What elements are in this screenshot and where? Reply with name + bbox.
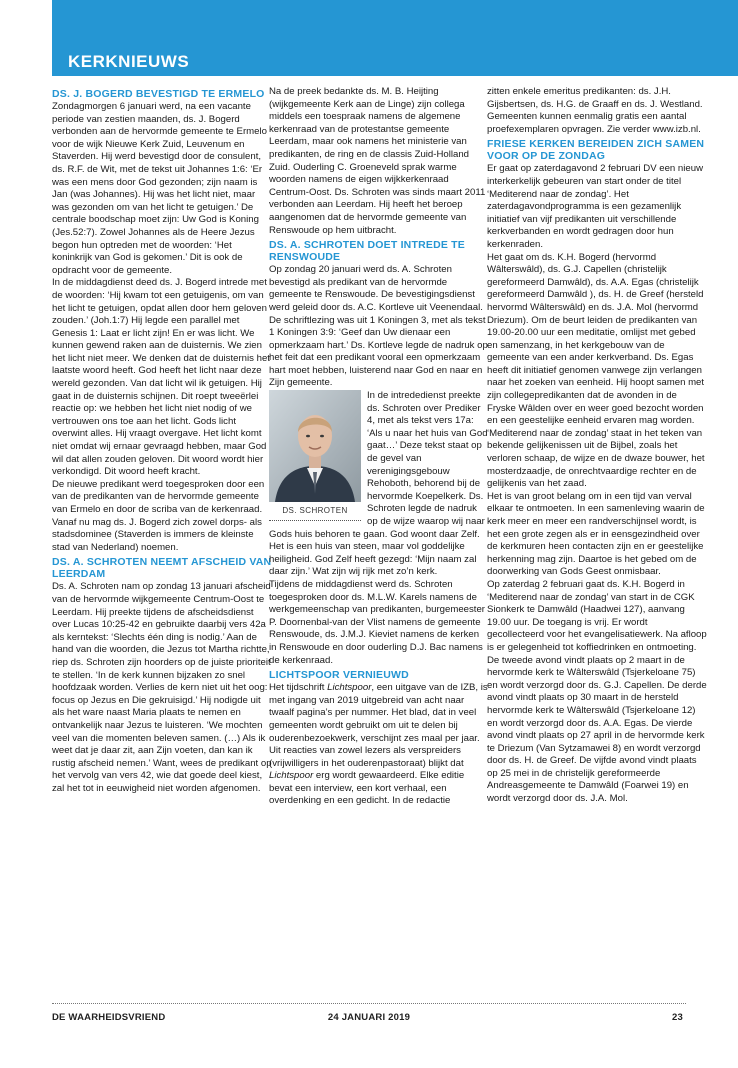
footer-page-number: 23 xyxy=(672,1012,683,1023)
article-paragraph: Er gaat op zaterdagavond 2 februari DV een nieuw interkerkelijk gebeuren van start onder de titel ‘Mediterend naar de zondag’. Het zaterdagavondprogramma is een gezamenlijk initiatief van vijf predikanten uit verschillende kerkverbanden en wordt gedragen door hun kerkenraden. xyxy=(487,163,703,250)
footer-publication: DE WAARHEIDSVRIEND xyxy=(52,1012,166,1023)
column-1 xyxy=(52,86,272,795)
article-paragraph: De nieuwe predikant werd toegesproken door een van de predikanten van de hervormde gemeente van Ermelo en door de scriba van de kerkenraad. xyxy=(52,478,265,515)
portrait-photo xyxy=(269,390,361,502)
article-paragraph: Ds. A. Schroten nam op zondag 13 januari afscheid van de hervormde wijkgemeente Centrum-Oost te Leerdam. Hij preekte tijdens de afscheidsdienst over Lucas 10:25-42 en gebruikte daarbij vers 42a als kerntekst: ‘Slechts één ding is nodig.’ Aan de hand van die woorden, die Jezus tot Martha richtte, riep ds. Schroten zijn hoorders op de juiste prioriteit te stellen. ‘In de kerk kunnen bijzaken zo snel hoofdzaak worden. Verlies de kern niet uit het oog: focus op Jezus en Die gekruisigd.’ Hij nodigde uit als het ware naast Maria plaats te nemen en ontvankelijk naar Jezus te luisteren. ‘We mochten veel van die momenten beleven samen. (…) Als ik weet dat je daar zit, aan Zijn voeten, dan kan ik rustig afscheid nemen.’ Want, wees de predikant op het vervolg van vers 42, wie dat goede deel kiest, zal het tot in eeuwigheid niet worden afgenomen. xyxy=(52,581,272,794)
portrait-figure xyxy=(269,390,361,521)
article-heading-afscheid: DS. A. SCHROTEN NEEMT AFSCHEID VAN LEERDAM xyxy=(52,556,272,581)
footer-divider xyxy=(52,1003,686,1004)
article-heading-friese-kerken: FRIESE KERKEN BEREIDEN ZICH SAMEN VOOR OP DE ZONDAG xyxy=(487,138,705,163)
text-run: erg wordt gewaardeerd. Elke editie bevat een interview, een kort verhaal, een overdenking en een gedicht. In de redactie xyxy=(269,770,465,807)
article-paragraph: zitten enkele emeritus predikanten: ds. J.H. Gijsbertsen, ds. H.G. de Graaff en ds. J. Westland. Gemeenten kunnen eenmalig gratis een aantal proefexemplaren opvragen. Zie verder www.izb.nl. xyxy=(487,86,703,135)
article-paragraph: Op zondag 20 januari werd ds. A. Schroten bevestigd als predikant van de hervormde gemeente te Renswoude. De bevestigingsdienst werd geleid door ds. A.C. Kortleve uit Veenendaal. De schriftlezing was uit 1 Koningen 3, met als tekst 1 Koningen 3:9: ‘Geef dan Uw dienaar een opmerkzaam hart.’ Ds. Kortleve legde de nadruk op het feit dat een predikant vooral een opmerkzaam hart moet hebben, luisterend naar God en naar en Zijn gemeente. xyxy=(269,264,488,389)
article-paragraph: Vanaf nu mag ds. J. Bogerd zich zowel dorps- als stadsdominee (Staverden is immers de kleinste stad van Nederland) noemen. xyxy=(52,516,262,553)
portrait-illustration xyxy=(269,390,361,502)
column-3 xyxy=(487,86,707,806)
footer-date: 24 JANUARI 2019 xyxy=(327,1012,411,1023)
magazine-title: Lichtspoor xyxy=(269,770,314,782)
article-heading-bogerd: DS. J. BOGERD BEVESTIGD TE ERMELO xyxy=(52,88,265,100)
article-paragraph: Het gaat om ds. K.H. Bogerd (hervormd Wâlterswâld), ds. G.J. Capellen (christelijk gereformeerd Damwâld), ds. A.A. Egas (christelijk gereformeerd Damwâld ), ds. H. de Greef (hersteld hervormd Wâlterswâld) en ds. J.A. Mol (hervormd Driezum). Om de beurt leiden de predikanten van 19.00-20.00 uur een meditatie, omlijst met gebed en samenzang, in het kerkgebouw van de gemeente van een ander kerkverband. Ds. Egas heeft dit initiatief genomen vanwege zijn verlangen naar het zoeken van eenheid. Hij hoopt samen met zijn collegepredikanten dat de avonden in de Fryske Wâlden over en weer goed bezocht worden en een geestelijke eenheid ervaren mag worden. ‘Mediterend naar de zondag’ staat in het teken van bekende gelijkenissen uit de Bijbel, zoals het verloren schaap, de wijze en de dwaze bouwer, het mosterdzaadje, de onrechtvaardige rechter en de gelijkenis van het zaad. xyxy=(487,251,705,490)
article-paragraph: Op zaterdag 2 februari gaat ds. K.H. Bogerd in ‘Mediterend naar de zondag’ van start in de CGK Sionkerk te Damwâld (Haadwei 127), aanvang 19.00 uur. De toegang is vrij. Er wordt gecollecteerd voor het evangelisatiewerk. Na afloop is er gelegenheid tot koffiedrinken en ontmoeting. De tweede avond vindt plaats op 2 maart in de hervormde kerk te Wâlterswâld (Tsjerkeloane 75) en wordt verzorgd door ds. G.J. Capellen. De derde avond vindt plaats op 30 maart in de hersteld hervormde kerk te Wâlterswâld (Tsjerkeloane 12) en wordt verzorgd door ds. A.A. Egas. De vierde avond vindt plaats op 27 april in de hervormde kerk te Driezum (Van Sytzamawei 8) en wordt verzorgd door ds. H. de Greef. De vijfde avond vindt plaats op 25 mei in de christelijk gereformeerde Andreasgemeente te Damwâld (Foarwei 19) en wordt verzorgd door ds. J.A. Mol. xyxy=(487,578,707,805)
article-paragraph: Zondagmorgen 6 januari werd, na een vacante periode van zestien maanden, ds. J. Bogerd verbonden aan de hervormde gemeente te Ermelo voor de wijk Nieuwe Kerk Zuid, Leuvenum en Staverden. Hij werd bevestigd door de consulent, ds. R.F. de Wit, met de tekst uit Johannes 1:6: ‘Er was een mens door God gezonden; zijn naam is Jan (was Johannes). Hij was het licht niet, maar was gezonden om van het licht te getuigen.’ De centrale boodschap moet zijn: Uw God is Koning (Jes.52:7). Zowel Johannes als de Heere Jezus begon hun optreden met de woorden: ‘Het koninkrijk van God is gekomen.’ Dit is ook de opdracht voor de gemeente. xyxy=(52,101,267,276)
article-paragraph: In de middagdienst deed ds. J. Bogerd intrede met de woorden: ‘Hij kwam tot een getuigenis, om van het licht te getuigen, opdat allen door hem geloven zouden.’ (Joh.1:7) Hij legde een parallel met Genesis 1: Laat er licht zijn! En er was licht. We kunnen gewend raken aan de duisternis. We zien het licht niet meer. We denken dat de duisternis het laatste woord heeft. God heeft het licht naar deze wereld gezonden. Van dat licht wil ik getuigen. Hij gaat in de duisternis schijnen. Dit roept tweeërlei reactie op: we hebben het licht niet nodig of we vertrouwen ons toe aan het licht. Gods licht overwint alles. Hij vraagt overgave. Het licht komt niet omdat wij ernaar gevraagd hebben, maar God wil dat allen zouden geloven. Dit woord wordt hier verkondigd. Dit woord heeft kracht. xyxy=(52,277,270,478)
article-paragraph: Na de preek bedankte ds. M. B. Heijting (wijkgemeente Kerk aan de Linge) zijn collega middels een toespraak namens de algemene kerkenraad van de protestantse gemeente Leerdam, maar ook namens het ministerie van predikanten, de ring en de classis Zuid-Holland Zuid. Ouderling C. Groeneveld sprak warme woorden namens de eigen wijkkerkenraad Centrum-Oost. Ds. Schroten was sinds maart 2011 verbonden aan Leerdam. Hij heeft het beroep aangenomen dat de hervormde gemeente van Renswoude op hem uitbracht. xyxy=(269,86,486,236)
magazine-title: Lichtspoor xyxy=(327,682,372,694)
photo-caption: DS. SCHROTEN xyxy=(269,502,361,521)
article-paragraph: In de intrededienst preekte ds. Schroten over Prediker 4, met als tekst vers 17a: ‘Als u naar het huis van God gaat…’ Deze tekst staat op de gevel van verenigingsgebouw Rehoboth, behorend bij de hervormde Koepelkerk. Ds. Schroten legde de nadruk op de wijze waarop wij naar Gods huis behoren te gaan. God woont daar Zelf. Het is een huis van steen, maar vol goddelijke heiligheid. God Zelf heeft gezegd: ‘Mijn naam zal daar zijn.’ Wat zijn wij rijk met zo’n kerk. xyxy=(269,390,488,578)
section-title: KERKNIEUWS xyxy=(68,52,190,71)
article-heading-intrede: DS. A. SCHROTEN DOET INTREDE TE RENSWOUDE xyxy=(269,239,465,264)
column-2 xyxy=(269,86,489,808)
article-paragraph: Tijdens de middagdienst werd ds. Schroten toegesproken door ds. M.L.W. Karels namens de werkgemeenschap van predikanten, burgemeester P. Doornenbal-van der Vlist namens de gemeente Renswoude, ds. J.M.J. Kieviet namens de kerken in Renswoude en door ouderling D.J. Bac namens de kerkenraad. xyxy=(269,578,485,666)
article-paragraph: Het is van groot belang om in een tijd van verval elkaar te ontmoeten. In een samenleving waarin de kerk meer en meer een randverschijnsel wordt, is het een grote zegen als er in eensgezindheid over de kerkmuren heen contacten zijn en er geestelijke herkenning mag zijn. Daartoe is het gebed om de doorwerking van Gods Geest onmisbaar. xyxy=(487,490,705,578)
text-run: Het tijdschrift xyxy=(269,682,328,694)
article-paragraph xyxy=(269,682,489,808)
article-heading-lichtspoor: LICHTSPOOR VERNIEUWD xyxy=(269,669,409,682)
text-run: , een uitgave van de IZB, is met ingang van 2019 uitgebreid van acht naar twaalf pagina’s per nummer. Het blad, dat in veel gemeenten wordt gebruikt om uit te delen bij ouderenbezoekwerk, verschijnt zes maal per jaar. Uit reacties van zowel lezers als verspreiders (vrijwilligers in het ouderenpastoraat) blijkt dat xyxy=(269,682,488,769)
